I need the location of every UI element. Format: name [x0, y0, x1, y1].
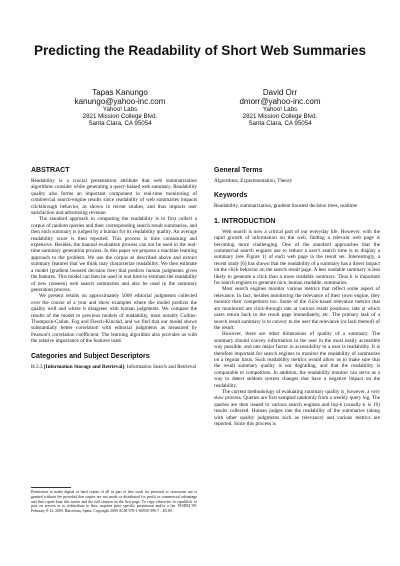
copyright-footnote: Permission to make digital or hard copies of all or part of this work for personal or classroom use is granted without fee provided that copies are not made or distributed for profit or commercial advantage and that copies bear this notice and the full citation on the first page. To copy otherwise, to republish, to post on servers or to redistribute to lists, requires prior specific permission and/or a fee. WSDM '09, February 9-12, 2009, Barcelona, Spain. Copyright 2009 ACM 978-1-60558-390-7 ...$5.00. — [31, 490, 197, 514]
author-email: dmorr@yahoo-inc.com — [239, 97, 321, 106]
abstract-paragraph: The standard approach to computing the readability is to first collect a corpus of random queries and their corresponding search result summaries, and then each summary is judged by a human for its readability quality. An average readability score is then reported. This process is time consuming and expensive. Besides, the manual evaluation process can not be used in the real-time summary generation process. In this paper we propose a machine learning approach to the problem. We use the corpus as described above and extract summary features that we think may characterize readability. We then estimate a model (gradient boosted decision tree) that predicts human judgments given the features. This model can then be used in real time to estimate the readability of new (unseen) web search summaries and also be used in the summary generation process. — [31, 216, 197, 293]
abstract-paragraph: We present results on approximately 5000 editorial judgments collected over the course of a year and show examples where the model predicts the quality well and where it disagrees with human judgments. We compare the results of the model to previous models of readability, most notably Collins-Thompson-Callan, Fog and Flesch-Kincaid, and we find that our model shows substantially better correlation with editorial judgments as measured by Pearson's correlation coefficient. The learning algorithm also provides us with the relative importance of the features used. — [31, 293, 197, 345]
introduction-paragraph: However, there are other dimensions of quality of a summary. The summary should convey information to the user in the most easily accessible way possible, and one major factor in accessibility to a user is readability. It is therefore important for search engines to monitor the readability of summaries on a regular basis. Such readability metrics would allow us to make sure that the result summary quality is not degrading, and that the readability is comparable to competitors. In addition, the readability monitor can serve as a way to detect seldom system changes that have a negative impact on the readability. — [214, 331, 380, 389]
author-city: Santa Clara, CA 95054 — [88, 120, 152, 128]
introduction-paragraph: Most search engines monitor various metrics that reflect some aspect of relevance. In fact, besides monitoring the relevance of their (own engine, they monitor their competitors too. Some of the click-based relevance metrics that are monitored are click-through rate at various result positions, rate at which users return back to the result page immediately, etc. The primary task of a search result summary is to convey to the user the relevance (or lack thereof) of the result. — [214, 286, 380, 331]
author-address: 2821 Mission College Blvd. — [82, 113, 158, 121]
abstract-paragraph: Readability is a crucial presentation attribute that web summarization algorithms consider while generating a query-baised web summary. Readability quality also forms an important component in real-time monitoring of commercial search-engine results since readability of web summaries impacts clickthrough behavior, as shown in recent studies, and thus impacts user satisfaction and advertising revenue. — [31, 178, 197, 217]
introduction-paragraph: Web search is now a critical part of our everyday life. However, with the rapid growth of information on the web, finding a relevant web page is becoming more challenging. One of the standard approaches that the commercial search engines use to reduce a user's search time is to display a summary (see Figure 1) of each web page in the result set. Interestingly, a recent study [6] has shown that the readability of a summary has a direct impact on the click behavior on the search result page. A less readable summary is less likely to generate a click than a more readable summary. Thus it is important for search engines to generate nice, human readable, summaries. — [214, 228, 380, 287]
keywords-text: Readability, summarization, gradient boosted decision trees, realtime — [214, 203, 358, 210]
categories-heading: Categories and Subject Descriptors — [31, 352, 150, 360]
author-org: Yahoo! Labs — [262, 106, 298, 113]
introduction-heading: 1. INTRODUCTION — [214, 217, 276, 225]
introduction-paragraph: The current methodology of evaluating summary quality is, however, a very slow process. Queries are first sampled randomly from a weekly query log. The queries are then issued to various search engines and top-k (usually k is 10) results collected. Human judges rate the readability of the summaries (along with other quality judgments such as relevance) and various metrics are reported. Since this process is — [214, 388, 380, 427]
author-city: Santa Clara, CA 95054 — [248, 120, 312, 128]
footnote-rule — [31, 487, 71, 488]
author-block-2 — [220, 88, 340, 128]
author-name: Tapas Kanungo — [92, 88, 148, 97]
abstract-heading: ABSTRACT — [31, 167, 70, 174]
category-bold: [Information Storage and Retrieval] — [43, 363, 125, 370]
author-block-1 — [60, 88, 180, 128]
left-column — [31, 167, 197, 370]
author-name: David Orr — [262, 88, 298, 97]
categories-text — [31, 364, 197, 370]
author-email: kanungo@yahoo-inc.com — [74, 97, 166, 106]
category-rest: : Information Search and Retrieval — [124, 363, 197, 370]
right-column — [214, 167, 380, 427]
general-terms-heading: General Terms — [214, 167, 263, 174]
general-terms-text: Algorithms, Experimentation, Theory — [214, 178, 293, 184]
category-code: H.3.3 — [31, 363, 43, 370]
author-address: 2821 Mission College Blvd. — [242, 113, 318, 121]
author-org: Yahoo! Labs — [102, 106, 138, 113]
keywords-heading: Keywords — [214, 192, 248, 200]
paper-title: Predicting the Readability of Short Web Summaries — [33, 43, 367, 58]
